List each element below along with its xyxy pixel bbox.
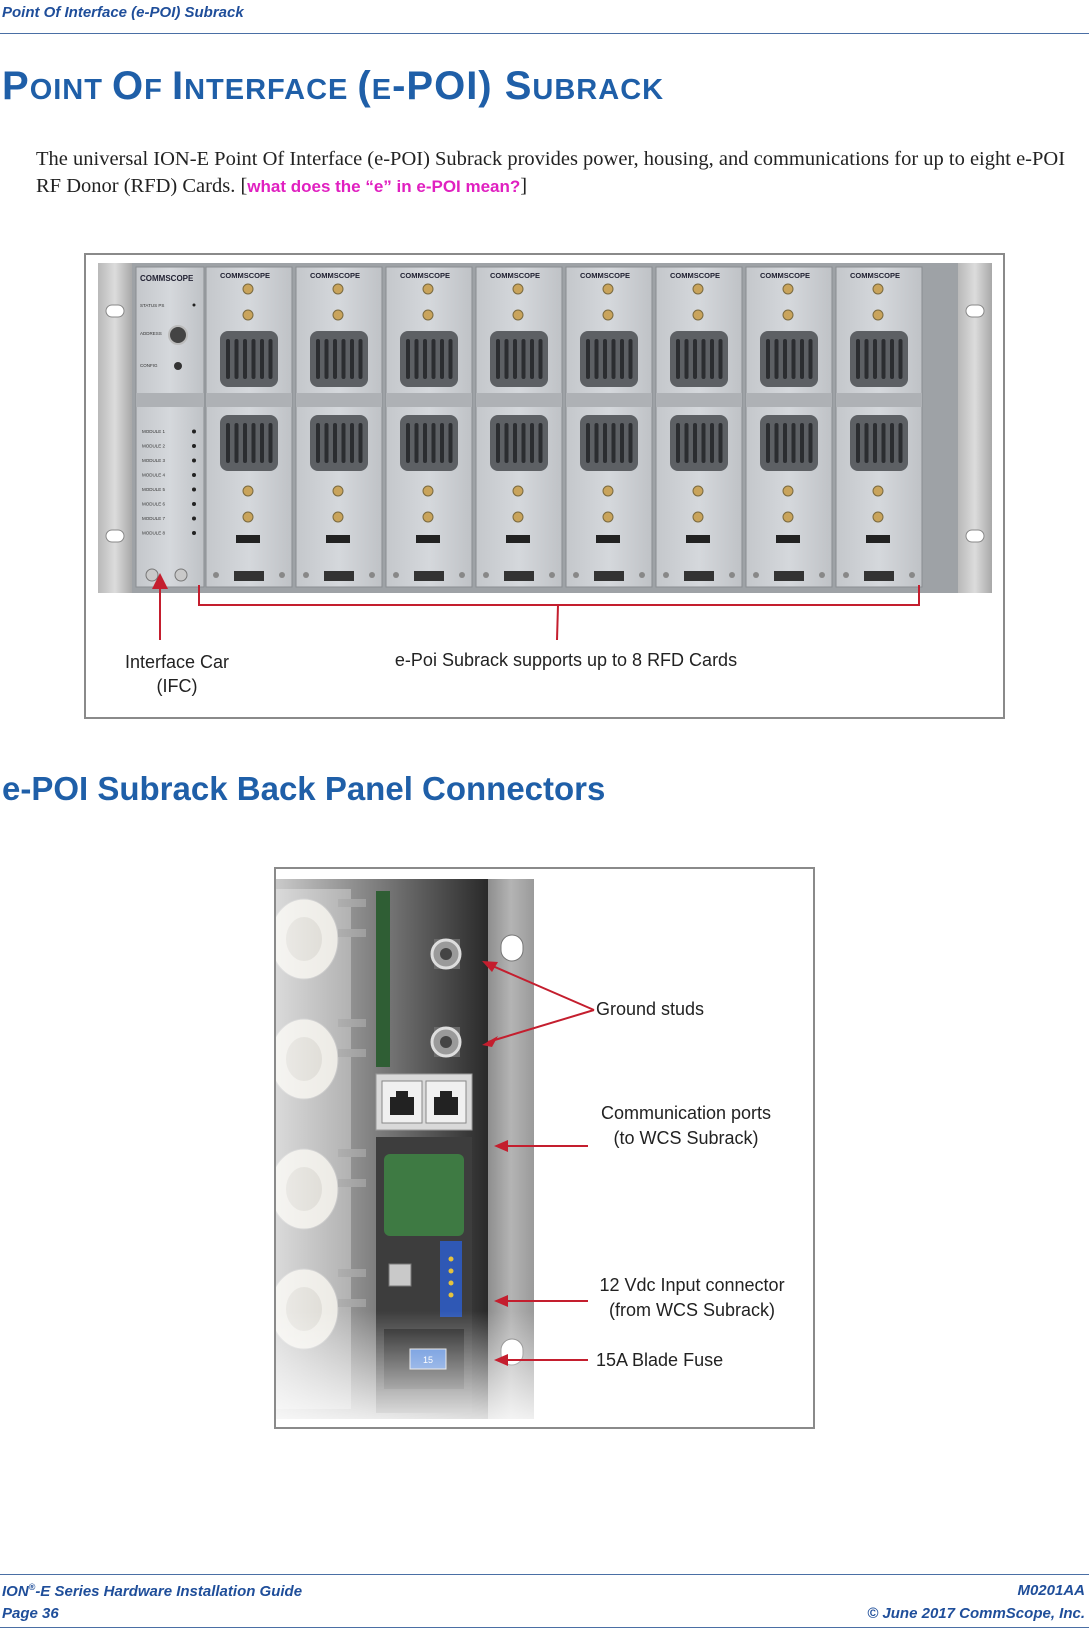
svg-text:STATUS PS: STATUS PS [140, 303, 165, 308]
svg-text:CONFIG: CONFIG [140, 363, 158, 368]
rfd-brand-logo: COMMSCOPE [850, 271, 901, 280]
ifc-brand-logo: COMMSCOPE [140, 274, 194, 283]
rfd-brand-logo: COMMSCOPE [760, 271, 811, 280]
footer-copyright: © June 2017 CommScope, Inc. [867, 1605, 1085, 1622]
module-led [192, 502, 196, 506]
footer-rule [0, 1574, 1089, 1575]
footer-guide-title: ION®-E Series Hardware Installation Guide [2, 1582, 303, 1600]
rfd-card [386, 267, 472, 587]
bracket-annotations [160, 585, 919, 640]
header-rule [0, 33, 1089, 34]
module-led [192, 517, 196, 521]
module-led [192, 459, 196, 463]
module-led-label: MODULE 2 [142, 443, 166, 449]
rfd-brand-logo: COMMSCOPE [670, 271, 721, 280]
footer-page-number: Page 36 [2, 1605, 59, 1622]
module-led-label: MODULE 3 [142, 458, 166, 463]
back-panel-figure [274, 867, 815, 1429]
comm-ports-label: Communication ports (to WCS Subrack) [600, 1103, 772, 1148]
svg-text:ADDRESS: ADDRESS [140, 331, 162, 336]
subrack-front-figure [84, 253, 1005, 719]
section-heading: e-POI Subrack Back Panel Connectors [2, 770, 606, 807]
rfd-card [476, 267, 562, 587]
module-led-label: MODULE 6 [142, 501, 166, 507]
module-led [192, 444, 196, 448]
page-title: POINT OF INTERFACE (E-POI) SUBRACK [2, 64, 665, 108]
fuse-label: 15A Blade Fuse [596, 1350, 724, 1370]
module-led-label: MODULE 4 [142, 472, 166, 478]
rfd-card [746, 267, 832, 587]
rfd-card [566, 267, 652, 587]
rfd-bracket-leader [557, 605, 558, 640]
rfd-brand-logo: COMMSCOPE [580, 271, 631, 280]
module-led-label: MODULE 5 [142, 487, 166, 492]
module-led [192, 488, 196, 492]
editor-note: what does the “e” in e-POI mean? [247, 177, 521, 196]
module-led [192, 473, 196, 477]
module-led [192, 531, 196, 535]
rfd-brand-logo: COMMSCOPE [220, 271, 271, 280]
module-led-label: MODULE 8 [142, 530, 166, 536]
module-led [192, 430, 196, 434]
address-dial [169, 326, 187, 344]
rfd-brand-logo: COMMSCOPE [490, 271, 541, 280]
footer-doc-id: M0201AA [1017, 1582, 1085, 1599]
intro-paragraph: The universal ION-E Point Of Interface (e-POI) Subrack provides power, housing, and communications for up to eight e-POI RF Donor (RFD) Cards. [what does the “e” in e-POI mean?] [36, 148, 1066, 197]
running-header: Point Of Interface (e-POI) Subrack [2, 4, 244, 21]
ground-studs-label: Ground studs [596, 999, 705, 1019]
ifc-caption: Interface Car (IFC) [124, 652, 230, 696]
rfd-card [206, 267, 292, 587]
subrack-front-illustration [86, 255, 1003, 717]
interface-card [136, 267, 204, 587]
intro-text: The universal ION-E Point Of Interface (e-POI) Subrack provides power, housing, and communications for up to eight e-POI RF Donor (RFD) Cards. [36, 148, 1066, 197]
rfd-caption: e-Poi Subrack supports up to 8 RFD Cards [394, 650, 738, 670]
power-input-label: 12 Vdc Input connector (from WCS Subrack) [599, 1275, 785, 1320]
footer-bottom-rule [0, 1627, 1089, 1628]
rfd-card [296, 267, 382, 587]
rfd-card [836, 267, 922, 587]
rfd-brand-logo: COMMSCOPE [400, 271, 451, 280]
module-led-label: MODULE 7 [142, 516, 166, 521]
rfd-card [656, 267, 742, 587]
rfd-brand-logo: COMMSCOPE [310, 271, 361, 280]
module-led-label: MODULE 1 [142, 429, 166, 434]
